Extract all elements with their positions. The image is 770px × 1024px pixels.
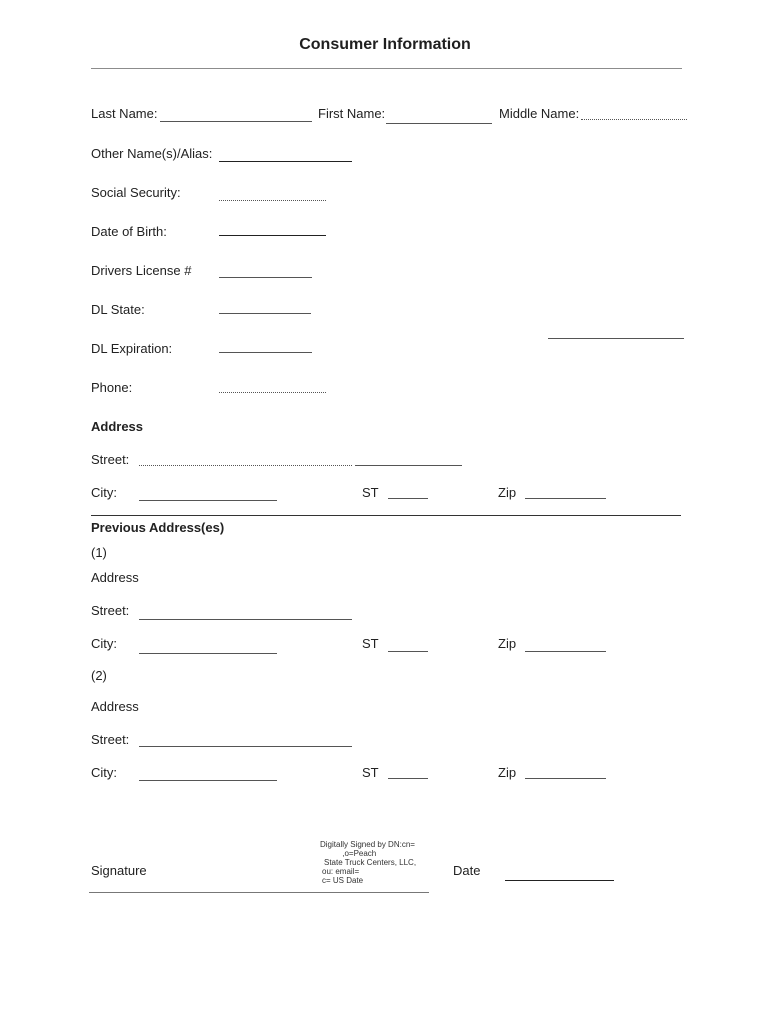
last-name-label: Last Name: xyxy=(91,106,158,121)
zip-label: Zip xyxy=(498,485,517,500)
street-field-2[interactable] xyxy=(355,465,462,466)
title-divider xyxy=(91,68,682,69)
dob-field[interactable] xyxy=(219,235,326,236)
previous-st-label-1: ST xyxy=(362,636,379,651)
middle-name-label: Middle Name: xyxy=(499,106,580,121)
previous-address-number: (2) xyxy=(91,668,107,683)
date-label: Date xyxy=(453,863,481,878)
city-field[interactable] xyxy=(139,500,277,501)
previous-address-heading-1: Address xyxy=(91,570,139,585)
previous-st-field-2[interactable] xyxy=(388,778,428,779)
digital-signature-line-5: c= US Date xyxy=(322,876,364,885)
address-heading: Address xyxy=(91,419,144,434)
previous-st-field-1[interactable] xyxy=(388,651,428,652)
dl-state-label: DL State: xyxy=(91,302,145,317)
ssn-label: Social Security: xyxy=(91,185,181,200)
dl-expiration-field[interactable] xyxy=(219,352,312,353)
last-name-field[interactable] xyxy=(160,121,312,122)
street-field[interactable] xyxy=(139,465,352,466)
st-field[interactable] xyxy=(388,498,428,499)
first-name-label: First Name: xyxy=(318,106,386,121)
previous-address-heading-2: Address xyxy=(91,699,139,714)
previous-street-label-2: Street: xyxy=(91,732,130,747)
previous-zip-label-1: Zip xyxy=(498,636,517,651)
signature-field[interactable] xyxy=(89,892,429,893)
street-label: Street: xyxy=(91,452,130,467)
digital-signature-line-3: State Truck Centers, LLC, xyxy=(324,858,417,867)
digital-signature-line-1: Digitally Signed by DN:cn= xyxy=(320,840,415,849)
previous-city-field-1[interactable] xyxy=(139,653,277,654)
previous-st-label-2: ST xyxy=(362,765,379,780)
city-label: City: xyxy=(91,485,117,500)
previous-street-field-2[interactable] xyxy=(139,746,352,747)
dl-number-field[interactable] xyxy=(219,277,312,278)
st-label: ST xyxy=(362,485,379,500)
previous-address-number: (1) xyxy=(91,545,107,560)
previous-city-field-2[interactable] xyxy=(139,780,277,781)
middle-name-field[interactable] xyxy=(581,119,687,120)
first-name-field[interactable] xyxy=(386,123,492,124)
phone-field[interactable] xyxy=(219,392,326,393)
other-names-label: Other Name(s)/Alias: xyxy=(91,146,213,161)
previous-zip-label-2: Zip xyxy=(498,765,517,780)
dob-label: Date of Birth: xyxy=(91,224,167,239)
previous-address-heading: Previous Address(es) xyxy=(91,520,225,535)
zip-field[interactable] xyxy=(525,498,606,499)
previous-street-field-1[interactable] xyxy=(139,619,352,620)
signature-label: Signature xyxy=(91,863,147,878)
previous-zip-field-1[interactable] xyxy=(525,651,606,652)
form-title: Consumer Information xyxy=(299,36,471,53)
dl-state-field[interactable] xyxy=(219,313,311,314)
digital-signature-line-2: ,o=Peach xyxy=(320,849,377,858)
ssn-field[interactable] xyxy=(219,200,326,201)
previous-city-label-2: City: xyxy=(91,765,117,780)
date-field[interactable] xyxy=(505,880,614,881)
blank-line xyxy=(548,338,684,339)
digital-signature-line-4: ou: email= xyxy=(322,867,360,876)
section-divider xyxy=(91,515,681,516)
previous-zip-field-2[interactable] xyxy=(525,778,606,779)
dl-expiration-label: DL Expiration: xyxy=(91,341,173,356)
dl-number-label: Drivers License # xyxy=(91,263,192,278)
phone-label: Phone: xyxy=(91,380,133,395)
previous-city-label-1: City: xyxy=(91,636,117,651)
other-names-field[interactable] xyxy=(219,161,352,162)
previous-street-label-1: Street: xyxy=(91,603,130,618)
